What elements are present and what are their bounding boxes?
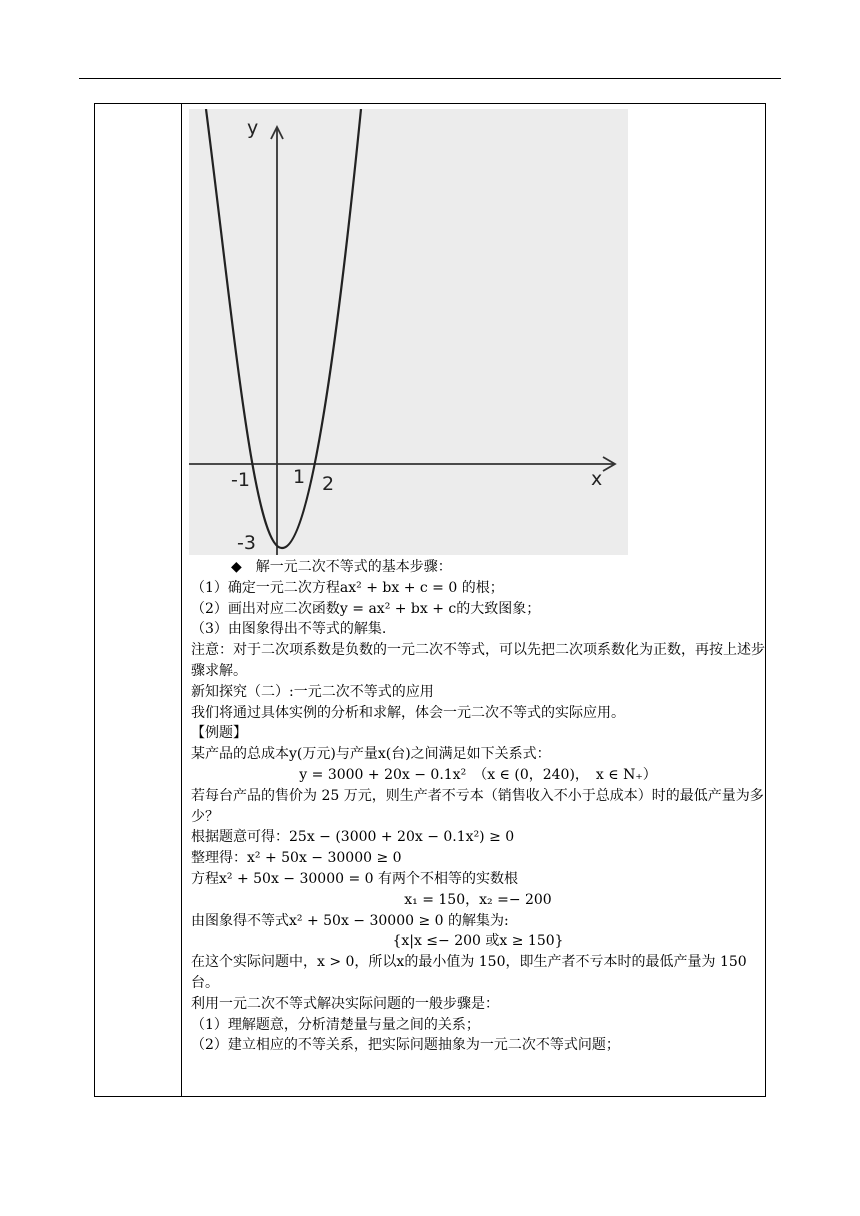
cost-formula: y = 3000 + 20x − 0.1x² （x ∈ (0，240)， x ∈ N₊） [299, 766, 657, 783]
x-axis-label: x [591, 468, 603, 490]
step-1: （1）确定一元二次方程ax² + bx + c = 0 的根； [191, 579, 504, 596]
general-step-2: （2）建立相应的不等关系，把实际问题抽象为一元二次不等式问题； [191, 1037, 620, 1054]
general-steps-heading: 利用一元二次不等式解决实际问题的一般步骤是： [191, 995, 499, 1012]
header-rule [79, 78, 781, 79]
lesson-content [191, 557, 765, 1056]
solution-set-statement: 由图象得不等式x² + 50x − 30000 ≥ 0 的解集为: [191, 912, 509, 929]
parabola-graph [189, 109, 628, 555]
column-separator [181, 104, 182, 1096]
general-step-1: （1）理解题意，分析清楚量与量之间的关系； [191, 1016, 480, 1033]
example-statement: 某产品的总成本y(万元)与产量x(台)之间满足如下关系式： [191, 746, 551, 763]
roots: x₁ = 150，x₂ =− 200 [404, 891, 552, 908]
solution-set: {x|x ≤− 200 或x ≥ 150} [392, 933, 564, 950]
tick-label-2: 2 [322, 473, 335, 495]
y-axis-label: y [247, 117, 259, 139]
tick-label-neg3: -3 [237, 532, 256, 554]
lesson-table [94, 103, 766, 1097]
conclusion-paragraph: 在这个实际问题中，x > 0，所以x的最小值为 150，即生产者不亏本时的最低产量为 150 台。 [191, 954, 747, 991]
equation-roots-statement: 方程x² + 50x − 30000 = 0 有两个不相等的实数根 [191, 870, 519, 887]
note-paragraph: 注意：对于二次项系数是负数的一元二次不等式，可以先把二次项系数化为正数，再按上述步骤求解。 [191, 642, 765, 679]
step-2: （2）画出对应二次函数y = ax² + bx + c的大致图象； [191, 600, 541, 617]
graph-svg [189, 109, 628, 555]
inequality-simplified: 整理得：x² + 50x − 30000 ≥ 0 [191, 850, 402, 867]
section-heading: 新知探究（二）:一元二次不等式的应用 [191, 683, 434, 700]
example-question: 若每台产品的售价为 25 万元，则生产者不亏本（销售收入不小于总成本）时的最低产量为多少？ [191, 787, 764, 825]
example-heading: 【例题】 [191, 725, 247, 742]
parabola-curve [206, 109, 361, 548]
steps-heading: ◆ 解一元二次不等式的基本步骤： [231, 559, 452, 575]
tick-label-1: 1 [293, 466, 306, 488]
section-intro: 我们将通过具体实例的分析和求解，体会一元二次不等式的实际应用。 [191, 704, 625, 721]
step-3: （3）由图象得出不等式的解集. [191, 621, 387, 638]
tick-label-neg1: -1 [231, 469, 250, 491]
inequality-setup: 根据题意可得：25x − (3000 + 20x − 0.1x²) ≥ 0 [191, 829, 515, 846]
